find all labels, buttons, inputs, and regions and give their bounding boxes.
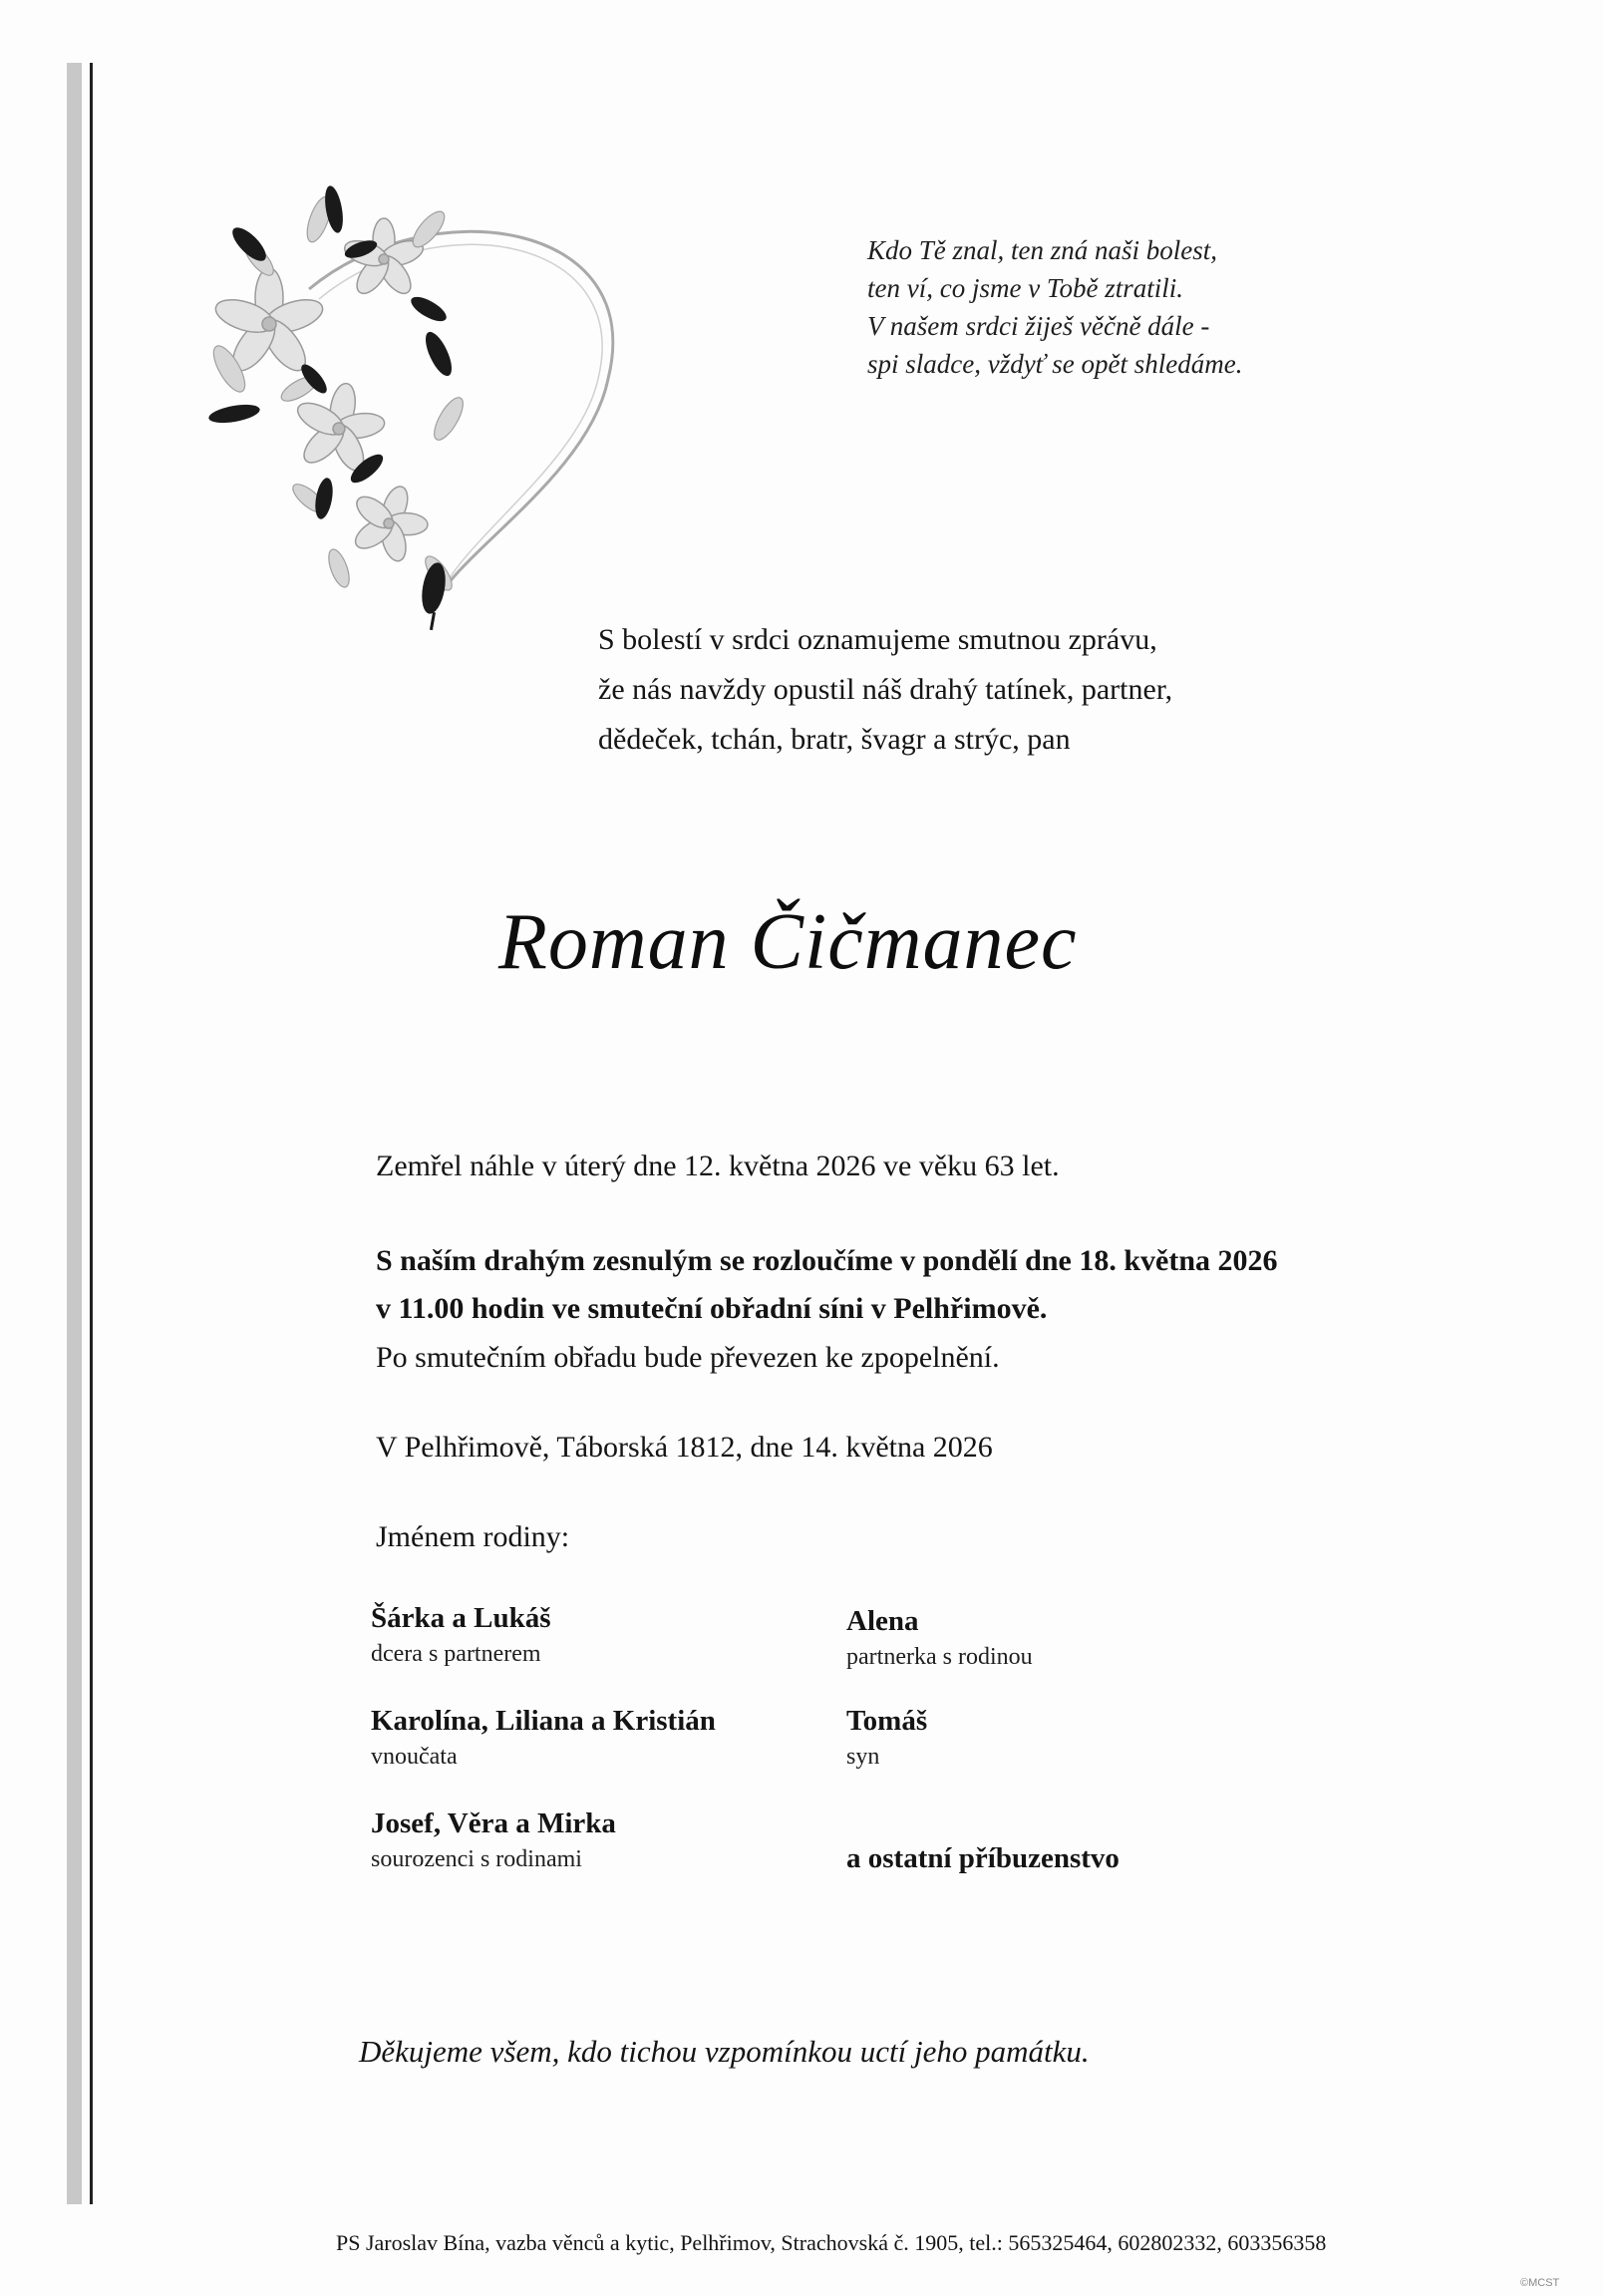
family-heading: Jménem rodiny: (376, 1520, 570, 1553)
member-name: Tomáš (846, 1705, 928, 1737)
poem-line: Kdo Tě znal, ten zná naši bolest, (867, 235, 1218, 265)
member-relation: syn (846, 1744, 880, 1770)
announcement-intro (598, 615, 1495, 765)
cremation-line: Po smutečním obřadu bude převezen ke zpopelnění. (376, 1341, 1000, 1374)
poem-line: V našem srdci žiješ věčně dále - (867, 311, 1210, 341)
family-member (371, 1602, 551, 1668)
member-name: Josef, Věra a Mirka (371, 1807, 616, 1839)
poem (867, 231, 1386, 383)
member-relation: dcera s partnerem (371, 1641, 541, 1667)
poem-line: spi sladce, vždyť se opět shledáme. (867, 349, 1243, 379)
thanks-line: Děkujeme všem, kdo tichou vzpomínkou uctí jeho památku. (359, 2034, 1090, 2069)
left-border-line (90, 63, 93, 2204)
member-relation: vnoučata (371, 1744, 458, 1770)
intro-line: S bolestí v srdci oznamujeme smutnou zprávu, (598, 623, 1157, 656)
left-border-gray (67, 63, 82, 2204)
intro-line: dědeček, tchán, bratr, švagr a strýc, pan (598, 723, 1071, 756)
member-name: Alena (846, 1605, 919, 1637)
place-date: V Pelhřimově, Táborská 1812, dne 14. května 2026 (376, 1431, 993, 1464)
watermark: ©MCST (1520, 2277, 1560, 2289)
poem-line: ten ví, co jsme v Tobě ztratili. (867, 273, 1183, 303)
member-relation: partnerka s rodinou (846, 1644, 1033, 1670)
other-relatives: a ostatní příbuzenstvo (846, 1842, 1120, 1874)
family-member (846, 1605, 1033, 1671)
farewell-line-1: S naším drahým zesnulým se rozloučíme v pondělí dne 18. května 2026 (376, 1244, 1278, 1277)
farewell-line-2: v 11.00 hodin ve smuteční obřadní síni v Pelhřimově. (376, 1292, 1048, 1325)
intro-line: že nás navždy opustil náš drahý tatínek, partner, (598, 673, 1173, 706)
death-line: Zemřel náhle v úterý dne 12. května 2026 ve věku 63 let. (376, 1149, 1060, 1182)
family-member (846, 1705, 927, 1771)
family-member (371, 1705, 716, 1771)
member-name: Karolína, Liliana a Kristián (371, 1705, 716, 1737)
member-name: Šárka a Lukáš (371, 1602, 551, 1634)
floral-heart-icon (189, 179, 648, 648)
family-member (371, 1807, 616, 1873)
footer-undertaker: PS Jaroslav Bína, vazba věnců a kytic, Pelhřimov, Strachovská č. 1905, tel.: 565325464, 602802332, 603356358 (336, 2230, 1327, 2255)
member-relation: sourozenci s rodinami (371, 1846, 582, 1872)
deceased-name: Roman Čičmanec (498, 898, 1078, 986)
